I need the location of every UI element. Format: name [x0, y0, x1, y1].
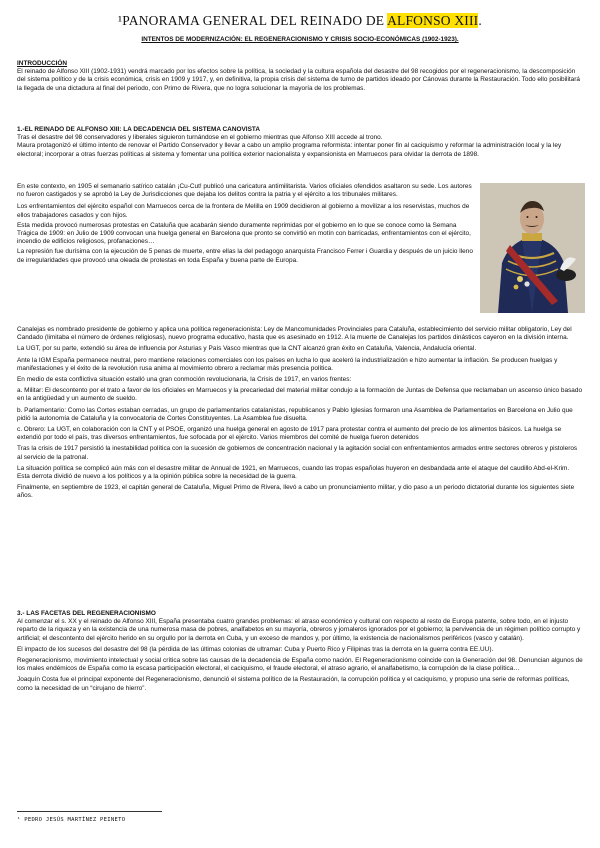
- section3-heading: 3.- LAS FACETAS DEL REGENERACIONISMO: [17, 610, 156, 617]
- section1-paragraph-5: Esta medida provocó numerosas protestas en Cataluña que acabarán siendo duramente reprimidas por el gobierno en lo que se conoce como la Semana Trágica de 1909: en Julio de 1909 convocan una huelga general en Barcelona que pronto se convirtió en motín con barricadas, enfrentamientos con el ejército, incendio de edificios religiosos, profanaciones…: [17, 221, 471, 246]
- section1-paragraph-10: En medio de esta conflictiva situación estalló una gran conmoción revolucionaria, la Crisis de 1917, en varios frentes:: [17, 376, 352, 384]
- section3: [17, 610, 583, 693]
- section1-paragraph-15: La situación política se complicó aún más con el desastre militar de Annual de 1921, en Marruecos, cuando las tropas españolas huyeron en desbandada ante el ataque del caudillo Abd-el-Krim. Esta derrota dividió de nuevo a los políticos y a la opinión pública sobre la necesidad de la guerra.: [17, 464, 570, 481]
- section1-paragraph-1: Tras el desastre del 98 conservadores y liberales siguieron turnándose en el gobierno mientras que Alfonso XIII accede al trono.: [17, 134, 383, 142]
- title-suffix: .: [478, 13, 482, 28]
- footnote: ¹ PEDRO JESÚS MARTÍNEZ PEINETO: [17, 817, 126, 823]
- section1-paragraph-14: Tras la crisis de 1917 persistió la inestabilidad política con la sucesión de gobiernos de concentración nacional y la agitación social con enfrentamientos armados entre sectores obreros y pistoleros al servicio de la patronal.: [17, 445, 578, 461]
- section1-paragraph-11: a. Militar: El descontento por el trato a favor de los oficiales en Marruecos y la precariedad del material militar condujo a la formación de Juntas de Defensa que reclamaban un ascenso único basado en la antigüedad y un aumento de sueldo.: [17, 387, 583, 403]
- page-title: [0, 13, 600, 29]
- section3-paragraph-4: Joaquín Costa fue el principal exponente del Regeneracionismo, denunció el sistema político de la Restauración, la corrupción política y el caciquismo, y propuso una serie de reformas políticas, como la necesidad de un “cirujano de hierro”.: [17, 676, 570, 692]
- section1-paragraph-13: c. Obrero: La UGT, en colaboración con la CNT y el PSOE, organizó una huelga general en agosto de 1917 para protestar contra el aumento del precio de los alimentos básicos. La huelga se extendió por todo el país, tras diversos enfrentamientos, fue sofocada por el ejército. Varios miembros del comité de huelga fueron detenidos: [17, 426, 562, 442]
- section3-paragraph-1: Al comenzar el s. XX y el reinado de Alfonso XIII, España presentaba cuatro grandes problemas: el atraso económico y cultural con respecto al resto de Europa patente, sobre todo, en el injusto reparto de la riqueza y en la existencia de una numerosa masa de pobres, analfabetos en su mayoría, obreros y jornaleros ignorados por el gobierno; la pervivencia de un régimen político corrupto y artificial; el descontento del ejército herido en su orgullo por la derrota en Cuba, y un exceso de mandos y, por último, la existencia de nacionalismos periféricos (vasco y catalán).: [17, 618, 581, 642]
- section1-paragraph-4: Los enfrentamientos del ejército español con Marruecos cerca de la frontera de Melilla en 1909 decidieron al gobierno a movilizar a los reservistas, muchos de ellos trabajadores casados y con hijos.: [17, 203, 470, 219]
- intro-paragraph: El reinado de Alfonso XIII (1902-1931) vendrá marcado por los efectos sobre la política, la sociedad y la cultura española del desastre del 98 recogidos por el regeneracionismo, la descomposición del sistema político y de la crisis económica, crisis en 1909 y 1917, y, en definitiva, la propia crisis del sistema de turno de partidos ideado por Cánovas durante la Restauración. Todo ello posibilitará la llegada de una dictadura al final del periodo, con Primo de Rivera, que no logra solucionar la mayoría de los problemas.: [17, 68, 580, 92]
- intro-heading: INTRODUCCIÓN: [17, 60, 68, 67]
- footnote-divider: [17, 811, 162, 812]
- section1-paragraph-2: Maura protagonizó el último intento de renovar el Partido Conservador y llevar a cabo un amplio programa reformista: intentar poner fin al caciquismo y reformar la administración local y la ley electoral; incorporar a otras fuerzas políticas al sistema y fomentar una política exterior nacionalista y expansionista en Marruecos para olvidar la derrota de 1898.: [17, 142, 562, 158]
- alfonso-xiii-portrait: [480, 183, 585, 313]
- section1-beside-portrait: [17, 183, 474, 265]
- page-subtitle: INTENTOS DE MODERNIZACIÓN: EL REGENERACIONISMO Y CRISIS SOCIO-ECONÓMICAS (1902-1923).: [141, 36, 459, 43]
- section1-paragraph-6: La represión fue durísima con la ejecución de 5 penas de muerte, entre ellas la del pedagogo anarquista Francisco Ferrer i Guardia y después de un juicio lleno de irregularidades que provocó una oleada de protestas en toda España y buena parte de Europa.: [17, 248, 473, 264]
- section1-bottom: [17, 326, 583, 501]
- section1-paragraph-8: La UGT, por su parte, extendió su área de influencia por Asturias y País Vasco mientras que la CNT alcanzó gran éxito en Cataluña, Valencia, Andalucía oriental.: [17, 345, 477, 353]
- section3-paragraph-2: El impacto de los sucesos del desastre del 98 (la pérdida de las últimas colonias de ultramar: Cuba y Puerto Rico y Filipinas tras la derrota en la guerra contra EE.UU).: [17, 645, 494, 653]
- intro-section: [17, 60, 583, 93]
- section1-heading: 1.-EL REINADO DE ALFONSO XIII: LA DECADENCIA DEL SISTEMA CANOVISTA: [17, 126, 260, 133]
- section1-top: [17, 126, 583, 159]
- section1-paragraph-9: Ante la IGM España permanece neutral, pero mantiene relaciones comerciales con los países en lucha lo que aceleró la industrialización e hizo aumentar la inflación. Se producen huelgas y manifestaciones y el éxito de la revolución rusa anima al movimiento obrero a reclamar más presencia política.: [17, 356, 558, 372]
- section3-paragraph-3: Regeneracionismo, movimiento intelectual y social crítica sobre las causas de la decadencia de España como nación. El Regeneracionismo coincide con la Generación del 98. Denuncian algunos de los males endémicos de España como la escasa participación electoral, el caciquismo, el fraude electoral, el atraso agrario, el analfabetismo, la corrupción de la clase política…: [17, 657, 583, 673]
- section1-paragraph-16: Finalmente, en septiembre de 1923, el capitán general de Cataluña, Miguel Primo de Rivera, llevó a cabo un pronunciamiento militar, y dio paso a un periodo dictatorial durante los siguientes siete años.: [17, 484, 575, 500]
- section1-paragraph-3: En este contexto, en 1905 el semanario satírico catalán ¡Cu-Cut! publicó una caricatura antimilitarista. Varios oficiales ofendidos asaltaron su sede. Los autores no fueron castigados y se aprobó la Ley de Jurisdicciones que dejaba los delitos contra la patria y el ejército a los tribunales militares.: [17, 183, 472, 199]
- section1-paragraph-7: Canalejas es nombrado presidente de gobierno y aplica una política regeneracionista: Ley de Mancomunidades Provinciales para Cataluña, establecimiento del servicio militar obligatorio, Ley del Candado (limitaba el número de órdenes religiosas), nuevo programa educativo, hasta que es asesinado en 1912. A la muerte de Canalejas los partidos dinásticos cayeron en la división interna.: [17, 326, 572, 342]
- section1-paragraph-12: b. Parlamentario: Como las Cortes estaban cerradas, un grupo de parlamentarios catalanistas, republicanos y Pablo Iglesias formaron una Asamblea de Parlamentarios en Barcelona en Julio que pidió la autonomía de Cataluña y la convocatoria de Cortes Constituyentes. La Asamblea fue disuelta.: [17, 406, 573, 422]
- title-highlight: ALFONSO XIII: [387, 13, 479, 28]
- title-prefix: ¹PANORAMA GENERAL DEL REINADO DE: [118, 13, 388, 28]
